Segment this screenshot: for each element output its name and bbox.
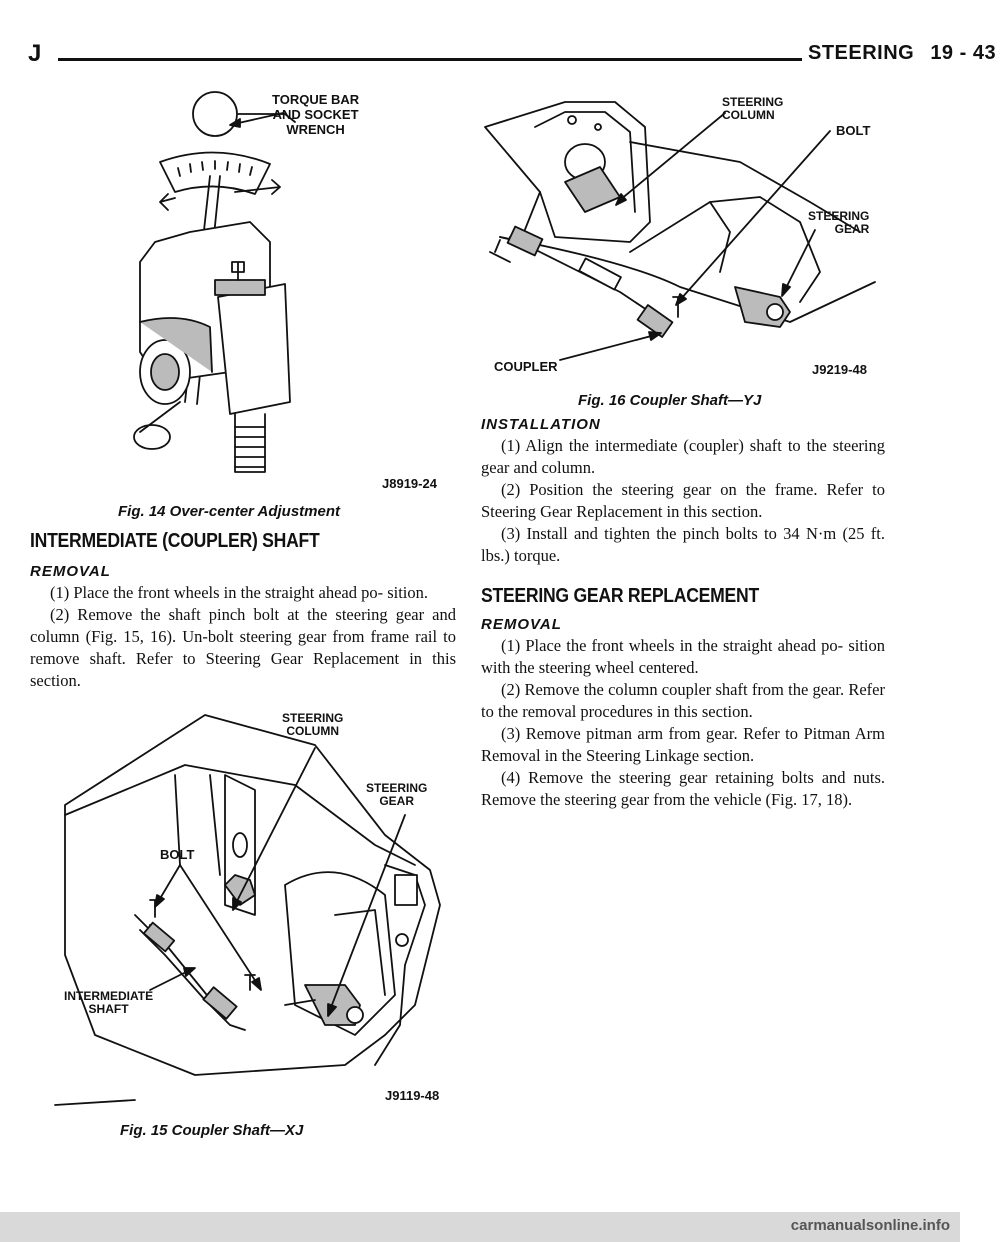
section-title-coupler-shaft: INTERMEDIATE (COUPLER) SHAFT — [30, 530, 320, 552]
fig14-caption: Fig. 14 Over-center Adjustment — [118, 503, 340, 520]
running-header — [808, 42, 1006, 65]
page-number: 19 - 43 — [930, 42, 997, 64]
chapter-title: STEERING — [808, 42, 915, 64]
xj-steering-column-label: STEERING COLUMN — [282, 711, 344, 738]
fig15-code: J9119-48 — [385, 1088, 440, 1103]
yj-leaders — [540, 105, 870, 370]
torque-bar-label: TORQUE BAR AND SOCKET WRENCH — [272, 92, 360, 137]
fig14-code: J8919-24 — [382, 476, 437, 491]
gear-removal-heading: REMOVAL — [481, 616, 562, 633]
removal-heading: REMOVAL — [30, 563, 111, 580]
yj-coupler-label: COUPLER — [494, 359, 558, 374]
xj-steering-gear-label: STEERING GEAR — [366, 781, 428, 808]
header-rule — [58, 58, 802, 61]
torque-bar-leader — [228, 110, 288, 130]
gear-removal-step-3: (3) Remove pitman arm from gear. Refer to Pitman Arm Removal in the Steering Linkage section. — [481, 724, 885, 765]
xj-intermediate-shaft-label: INTERMEDIATE SHAFT — [64, 989, 154, 1016]
footer-watermark — [0, 1212, 960, 1242]
gear-removal-step-4: (4) Remove the steering gear retaining bolts and nuts. Remove the steering gear from the vehicle (Fig. 17, 18). — [481, 768, 885, 809]
removal-step-2: (2) Remove the shaft pinch bolt at the steering gear and column (Fig. 15, 16). Un-bolt steering gear from frame rail to remove shaft. Refer to Steering Gear Replacement in this section. — [30, 605, 456, 690]
gear-removal-step-2: (2) Remove the column coupler shaft from the gear. Refer to the removal procedures in this section. — [481, 680, 885, 721]
watermark-text[interactable]: carmanualsonline.info — [790, 1217, 950, 1234]
yj-bolt-label: BOLT — [836, 123, 871, 138]
fig16-caption: Fig. 16 Coupler Shaft—YJ — [578, 392, 762, 409]
installation-heading: INSTALLATION — [481, 416, 601, 433]
xj-bolt-label: BOLT — [160, 847, 195, 862]
xj-leaders — [140, 740, 430, 1040]
installation-step-1: (1) Align the intermediate (coupler) shaft to the steering gear and column. — [481, 436, 885, 477]
removal-step-1: (1) Place the front wheels in the straight ahead po- sition. — [50, 583, 429, 602]
fig16-code: J9219-48 — [812, 362, 867, 377]
gear-removal-step-1: (1) Place the front wheels in the straight ahead po- sition with the steering wheel centered. — [481, 636, 885, 677]
yj-steering-column-label: STEERING COLUMN — [722, 95, 784, 122]
right-column — [481, 416, 885, 811]
installation-step-2: (2) Position the steering gear on the frame. Refer to Steering Gear Replacement in this section. — [481, 480, 885, 521]
section-letter: J — [28, 40, 42, 67]
left-column — [30, 530, 456, 692]
yj-steering-gear-label: STEERING GEAR — [808, 209, 870, 236]
section-title-gear-replacement: STEERING GEAR REPLACEMENT — [481, 585, 759, 607]
installation-step-3: (3) Install and tighten the pinch bolts to 34 N·m (25 ft. lbs.) torque. — [481, 524, 885, 565]
fig15-caption: Fig. 15 Coupler Shaft—XJ — [120, 1122, 304, 1139]
